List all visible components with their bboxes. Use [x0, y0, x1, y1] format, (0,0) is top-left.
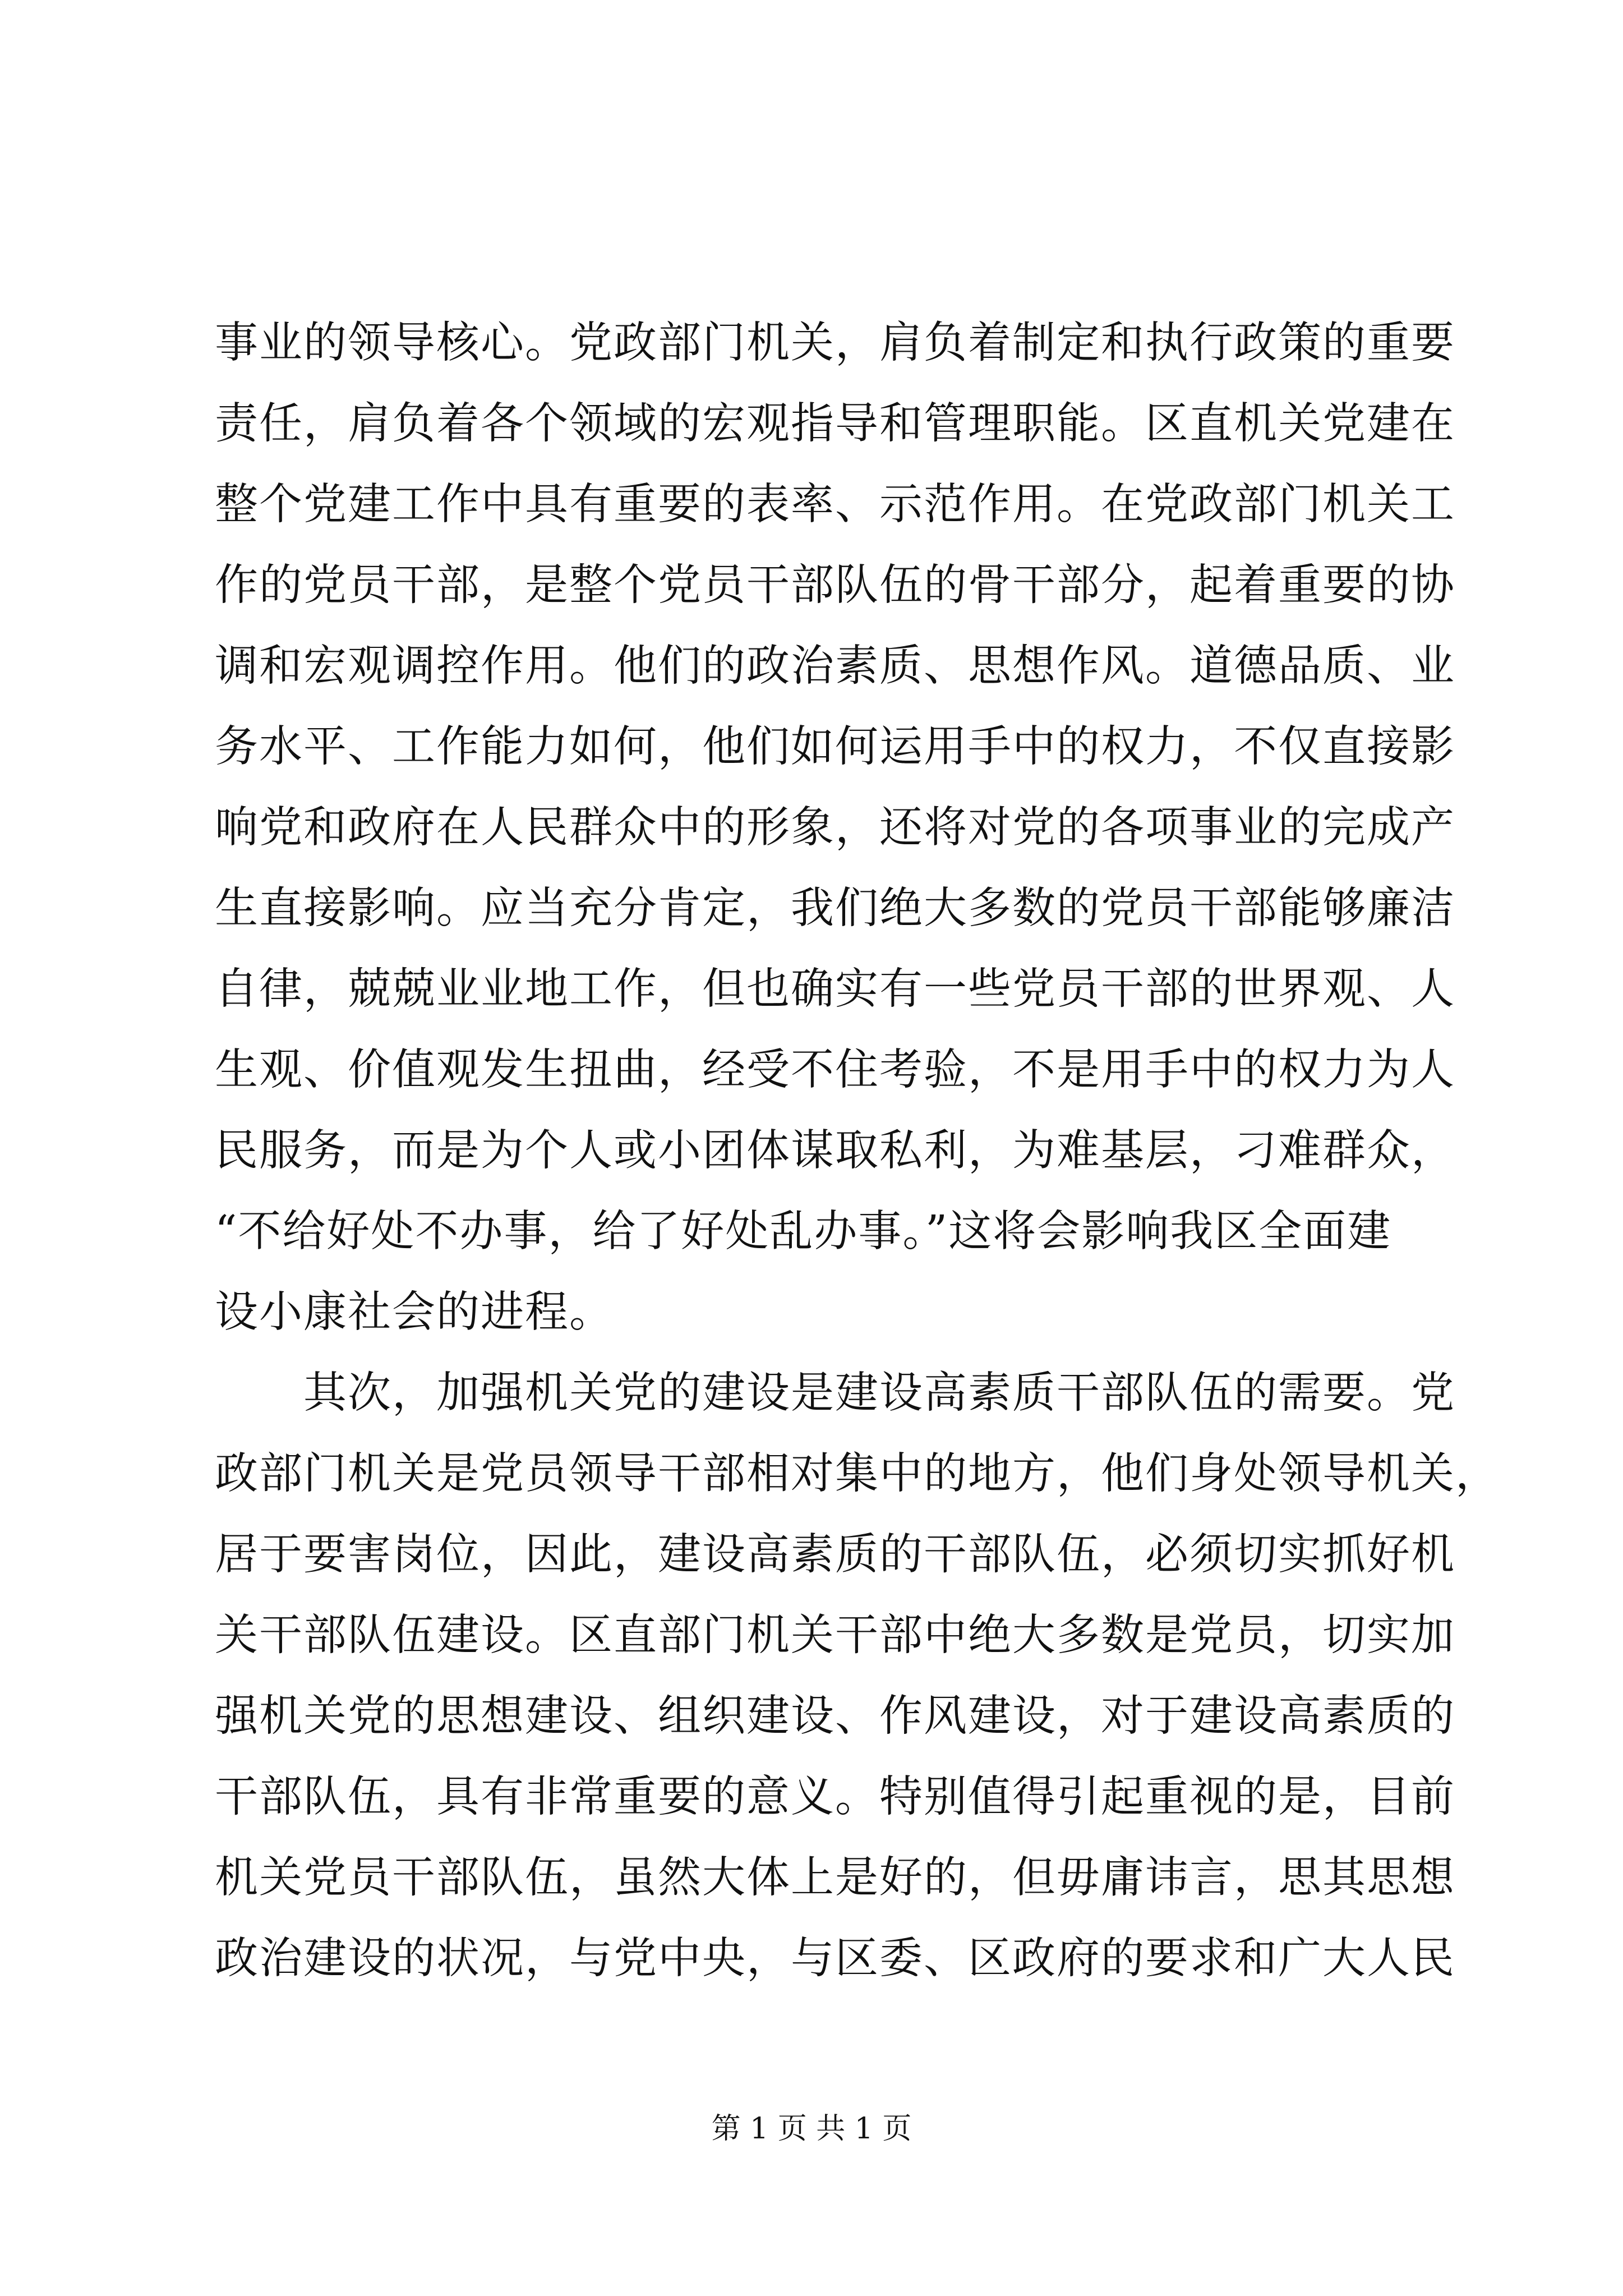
text-line: 生直接影响。应当充分肯定，我们绝大多数的党员干部能够廉洁	[215, 884, 1455, 933]
text-line: 强机关党的思想建设、组织建设、作风建设，对于建设高素质的	[215, 1691, 1455, 1741]
body-text	[215, 303, 1500, 1999]
text-line: 关干部队伍建设。区直部门机关干部中绝大多数是党员，切实加	[215, 1611, 1455, 1660]
text-line: 作的党员干部，是整个党员干部队伍的骨干部分，起着重要的协	[215, 560, 1455, 610]
text-line: 政治建设的状况，与党中央，与区委、区政府的要求和广大人民	[215, 1934, 1455, 1984]
text-line: 政部门机关是党员领导干部相对集中的地方，他们身处领导机关，	[215, 1449, 1500, 1499]
text-line: 调和宏观调控作用。他们的政治素质、思想作风。道德品质、业	[215, 641, 1455, 691]
text-line: 居于要害岗位，因此，建设高素质的干部队伍，必须切实抓好机	[215, 1530, 1455, 1580]
text-line: 机关党员干部队伍，虽然大体上是好的，但毋庸讳言，思其思想	[215, 1853, 1455, 1903]
text-line: 整个党建工作中具有重要的表率、示范作用。在党政部门机关工	[215, 480, 1455, 530]
text-line: 责任，肩负着各个领域的宏观指导和管理职能。区直机关党建在	[215, 399, 1455, 449]
text-line: 民服务，而是为个人或小团体谋取私利，为难基层，刁难群众，	[215, 1126, 1455, 1176]
text-line: 事业的领导核心。党政部门机关，肩负着制定和执行政策的重要	[215, 318, 1455, 368]
text-line: “不给好处不办事，给了好处乱办事。”这将会影响我区全面建	[215, 1207, 1392, 1257]
text-line: 干部队伍，具有非常重要的意义。特别值得引起重视的是，目前	[215, 1772, 1455, 1822]
text-line: 响党和政府在人民群众中的形象，还将对党的各项事业的完成产	[215, 803, 1455, 853]
text-line: 其次，加强机关党的建设是建设高素质干部队伍的需要。党	[215, 1368, 1455, 1418]
text-line: 自律，兢兢业业地工作，但也确实有一些党员干部的世界观、人	[215, 964, 1455, 1014]
text-line: 生观、价值观发生扭曲，经受不住考验，不是用手中的权力为人	[215, 1045, 1455, 1095]
text-line: 务水平、工作能力如何，他们如何运用手中的权力，不仅直接影	[215, 722, 1455, 772]
text-line: 设小康社会的进程。	[215, 1287, 614, 1337]
page-number-footer: 第 1 页 共 1 页	[711, 2112, 912, 2146]
